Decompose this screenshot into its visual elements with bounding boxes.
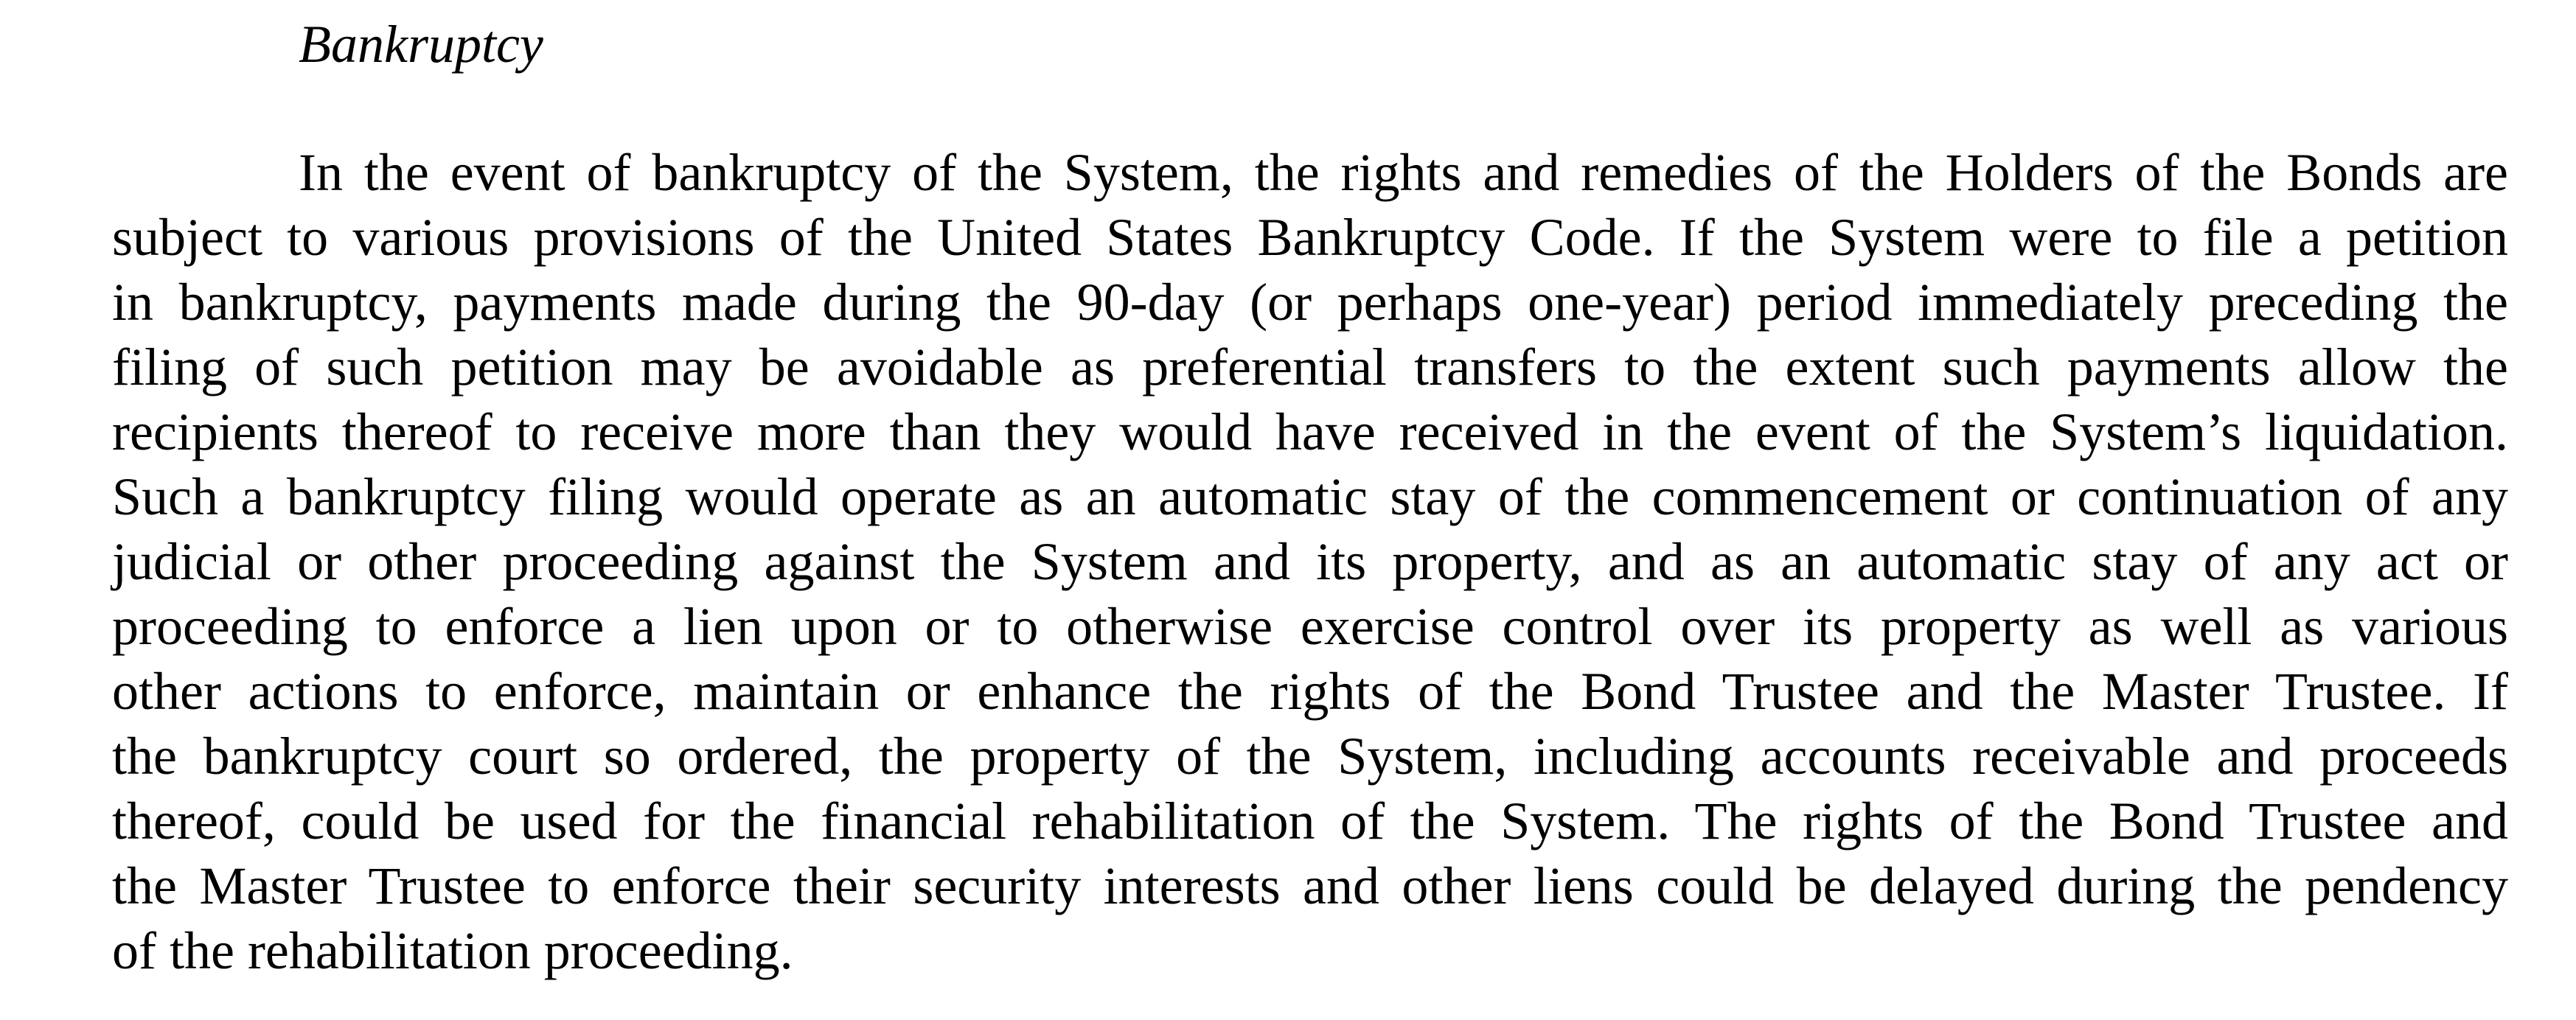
paragraph-line: proceeding to enforce a lien upon or to otherwise exercise control over its property as well as various bbox=[112, 597, 2508, 656]
paragraph-line: the Master Trustee to enforce their security interests and other liens could be delayed during the pendency bbox=[112, 856, 2508, 915]
paragraph-line: other actions to enforce, maintain or enhance the rights of the Bond Trustee and the Master Trustee. If bbox=[112, 662, 2508, 721]
paragraph-line: Such a bankruptcy filing would operate as an automatic stay of the commencement or continuation of any bbox=[112, 467, 2508, 526]
paragraph-line: judicial or other proceeding against the System and its property, and as an automatic stay of any act or bbox=[112, 532, 2508, 591]
paragraph-line: In the event of bankruptcy of the System, the rights and remedies of the Holders of the Bonds are bbox=[299, 143, 2508, 202]
paragraph-line: the bankruptcy court so ordered, the property of the System, including accounts receivable and proceeds bbox=[112, 727, 2508, 786]
paragraph-line: filing of such petition may be avoidable as preferential transfers to the extent such payments allow the bbox=[112, 338, 2508, 397]
body-paragraph bbox=[112, 140, 2508, 983]
paragraph-line: in bankruptcy, payments made during the 90-day (or perhaps one-year) period immediately preceding the bbox=[112, 273, 2508, 332]
paragraph-line: recipients thereof to receive more than they would have received in the event of the System’s liquidation. bbox=[112, 402, 2508, 461]
paragraph-line: thereof, could be used for the financial rehabilitation of the System. The rights of the Bond Trustee and bbox=[112, 792, 2508, 850]
paragraph-line: of the rehabilitation proceeding. bbox=[112, 921, 793, 980]
section-heading: Bankruptcy bbox=[299, 15, 543, 74]
paragraph-line: subject to various provisions of the United States Bankruptcy Code. If the System were to file a petition bbox=[112, 208, 2508, 267]
